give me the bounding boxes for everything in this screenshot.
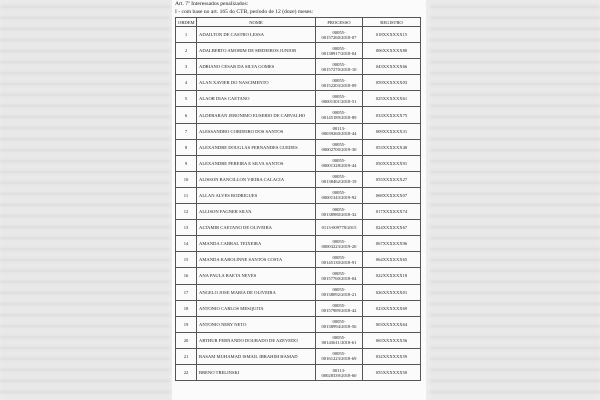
nome-cell: ADRIANO CESAR DA SILVA GOMES [197,59,316,75]
registro-cell: 033XXXXXX75 [363,107,421,123]
table-row [176,316,421,332]
processo-cell: 00055-00152203/2018-09 [316,75,363,91]
table-row [176,171,421,187]
nome-cell: ALAOR DIAS CAETANO [197,91,316,107]
table-header-row [176,18,421,27]
registro-cell: 050XXXXXX91 [363,155,421,171]
ordem-cell: 6 [176,107,197,123]
processo-cell: 00055-00157260/2018-07 [316,27,363,43]
ordem-cell: 18 [176,300,197,316]
document-page [172,0,426,400]
processo-cell: 00055-00138462/2018-19 [316,171,363,187]
table-row [176,107,421,123]
registro-cell: 068XXXXXX07 [363,187,421,203]
table-row [176,284,421,300]
registro-cell: 024XXXXXX67 [363,220,421,236]
ordem-cell: 15 [176,252,197,268]
nome-cell: BASAM MUHAMAD ISMAIL IBRAHIM HAMAD [197,348,316,364]
header-nome: NOME [197,18,316,27]
registro-cell: 065XXXXXX56 [363,332,421,348]
ordem-cell: 21 [176,348,197,364]
ordem-cell: 11 [176,187,197,203]
ordem-cell: 9 [176,155,197,171]
processo-cell: 00055-00002700/2019-30 [316,139,363,155]
table-row [176,236,421,252]
table-row [176,332,421,348]
table-row [176,268,421,284]
nome-cell: AMANDA CABRAL TEIXEIRA [197,236,316,252]
nome-cell: ANTONIO CARLOS MESQUITA [197,300,316,316]
registro-cell: 032XXXXXX59 [363,348,421,364]
registro-cell: 043XXXXXX66 [363,59,421,75]
table-row [176,123,421,139]
nome-cell: ALAN XAVIER DO NASCIMENTO [197,75,316,91]
ordem-cell: 3 [176,59,197,75]
registro-cell: 055XXXXXX27 [363,171,421,187]
registro-cell: 006XXXXXX80 [363,43,421,59]
processo-cell: 00055-00138092/2018-21 [316,284,363,300]
ordem-cell: 5 [176,91,197,107]
nome-cell: ALEXANDRE DOUGLAS FERNANDES GUEDES [197,139,316,155]
table-row [176,75,421,91]
table-body [176,27,421,381]
nome-cell: AMANDA KAROLINNE SANTOS COSTA [197,252,316,268]
processo-cell: 00055-00161223/2018-69 [316,348,363,364]
ordem-cell: 14 [176,236,197,252]
article-heading: Art. 7º Interessados penalizados: [175,1,249,7]
table-row [176,348,421,364]
registro-cell: 023XXXXXX69 [363,300,421,316]
registro-cell: 055XXXXXX50 [363,364,421,380]
processo-cell: 00055-00001343/2019-92 [316,187,363,203]
article-subtitle: I - com base no art. 165 do CTB, período de 12 (doze) meses: [175,9,314,15]
processo-cell: 00055-00157270/2018-10 [316,59,363,75]
registro-cell: 009XXXXXX31 [363,123,421,139]
processo-cell: 00055-00001301/2018-51 [316,91,363,107]
header-registro: REGISTRO [363,18,421,27]
nome-cell: ALDEBARAN JERONIMO EUSEBIO DE CARVALHO [197,107,316,123]
processo-cell: 00055-00138917/2018-04 [316,43,363,59]
registro-cell: 017XXXXXX74 [363,204,421,220]
processo-cell: 00055-00145189/2018-89 [316,107,363,123]
ordem-cell: 10 [176,171,197,187]
processo-cell: 00055-00157760/2018-04 [316,268,363,284]
processo-cell: 00055-00138980/2018-32 [316,204,363,220]
blurred-background-left [0,0,170,400]
registro-cell: 026XXXXXX01 [363,284,421,300]
nome-cell: ANTONIO NERY NETO [197,316,316,332]
processo-cell: 00055-00157989/2018-42 [316,300,363,316]
ordem-cell: 17 [176,284,197,300]
registro-cell: 053XXXXXX40 [363,139,421,155]
processo-cell: 00055-00145130/2018-91 [316,252,363,268]
nome-cell: ALTAMIR CAETANO DE OLIVEIRA [197,220,316,236]
processo-cell: 00113-00028339/2018-60 [316,364,363,380]
registro-cell: 025XXXXXX61 [363,91,421,107]
nome-cell: ARTHUR FERNANDO DOURADO DE AZEVEDO [197,332,316,348]
nome-cell: ADALBERTO AMORIM DE MEDEIROS JUNIOR [197,43,316,59]
ordem-cell: 22 [176,364,197,380]
header-ordem: ORDEM [176,18,197,27]
registro-cell: 018XXXXXX15 [363,27,421,43]
table-row [176,43,421,59]
registro-cell: 067XXXXXX96 [363,236,421,252]
ordem-cell: 8 [176,139,197,155]
processo-cell: 0113-009778/2015 [316,220,363,236]
nome-cell: ALISSON BANCILLON VIEIRA CALACIA [197,171,316,187]
processo-cell: 00055-00143611/2018-61 [316,332,363,348]
table-row [176,27,421,43]
ordem-cell: 1 [176,27,197,43]
processo-cell: 00113-00039260/2018-44 [316,123,363,139]
table-row [176,364,421,380]
nome-cell: ADAILTON DE CASTRO LESSA [197,27,316,43]
table-row [176,252,421,268]
table-row [176,59,421,75]
header-processo: PROCESSO [316,18,363,27]
nome-cell: ALESSANDRO CORDEIRO DOS SANTOS [197,123,316,139]
processo-cell: 00055-00003223/2019-20 [316,236,363,252]
registro-cell: 022XXXXXX18 [363,268,421,284]
nome-cell: ANGELO JOSE MARIA DE OLIVEIRA [197,284,316,300]
table-row [176,204,421,220]
ordem-cell: 4 [176,75,197,91]
table-row [176,155,421,171]
ordem-cell: 13 [176,220,197,236]
ordem-cell: 12 [176,204,197,220]
nome-cell: ALLISON FAGNER SILVA [197,204,316,220]
nome-cell: ANA PAULA BAETA NEVES [197,268,316,284]
blurred-background-right [430,0,600,400]
ordem-cell: 2 [176,43,197,59]
nome-cell: ALLAN ALVES RODRIGUES [197,187,316,203]
table-row [176,300,421,316]
table-row [176,220,421,236]
ordem-cell: 16 [176,268,197,284]
ordem-cell: 7 [176,123,197,139]
registro-cell: 059XXXXXX03 [363,75,421,91]
table-row [176,187,421,203]
registro-cell: 064XXXXXX65 [363,252,421,268]
processo-cell: 00055-00001328/2019-44 [316,155,363,171]
table-row [176,91,421,107]
nome-cell: ALEXANDRE PEREIRA E SILVA SANTOS [197,155,316,171]
processo-cell: 00055-00138994/2018-56 [316,316,363,332]
nome-cell: BRENO TRELINSKI [197,364,316,380]
penalized-table [175,17,421,381]
ordem-cell: 20 [176,332,197,348]
table-row [176,139,421,155]
ordem-cell: 19 [176,316,197,332]
registro-cell: 003XXXXXX64 [363,316,421,332]
